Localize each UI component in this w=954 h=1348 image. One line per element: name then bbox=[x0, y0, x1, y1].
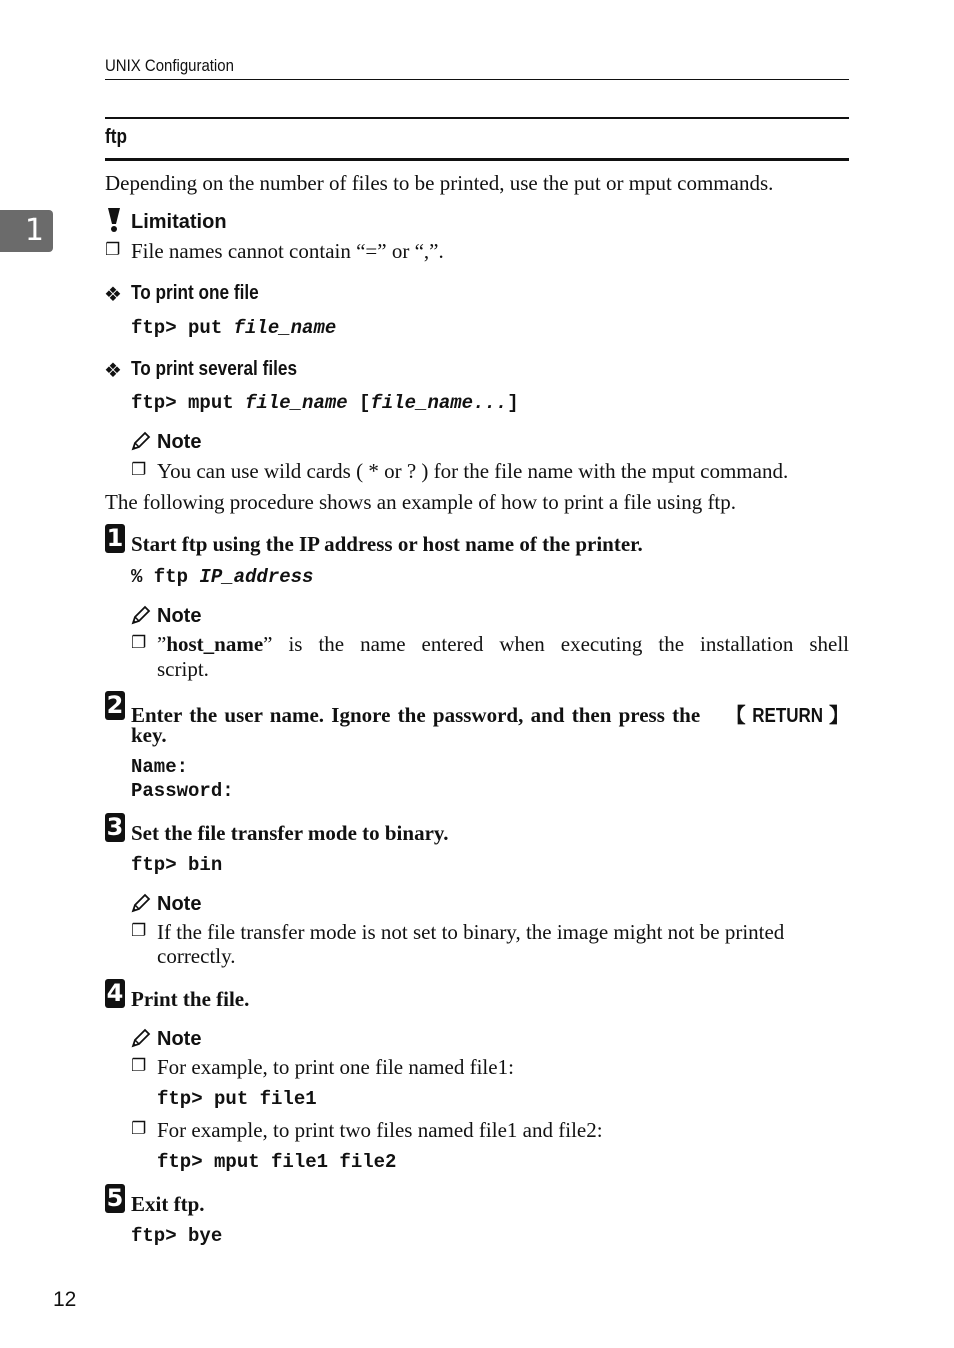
note-item: For example, to print one file named file1: bbox=[157, 1055, 514, 1079]
step-number: 2 bbox=[106, 691, 124, 719]
step-number: 5 bbox=[106, 1184, 124, 1212]
step-command: ftp> bin bbox=[131, 854, 223, 876]
print-one-heading: To print one file bbox=[131, 282, 259, 304]
checkbox-icon: ❐ bbox=[131, 921, 147, 941]
note-label: Note bbox=[157, 1028, 202, 1050]
note-item-line2: script. bbox=[157, 657, 209, 681]
key-label: RETURN bbox=[751, 705, 823, 727]
note-label: Note bbox=[157, 605, 202, 627]
command-text: ftp> put bbox=[131, 317, 234, 339]
chapter-tab bbox=[0, 210, 53, 252]
step-text: Print the file. bbox=[131, 987, 250, 1011]
note-text: ” is the name entered when executing the installation shell bbox=[263, 632, 849, 656]
intro-paragraph: Depending on the number of files to be printed, use the put or mput commands. bbox=[105, 171, 774, 195]
host-name: host_name bbox=[166, 632, 264, 656]
pencil-icon bbox=[130, 430, 152, 452]
step-command: ftp> bye bbox=[131, 1225, 223, 1247]
step-number: 3 bbox=[106, 813, 124, 841]
step-number: 1 bbox=[106, 524, 124, 552]
print-several-command bbox=[131, 391, 519, 415]
step-text: Set the file transfer mode to binary. bbox=[131, 821, 449, 845]
chapter-number: 1 bbox=[24, 213, 44, 248]
page-number: 12 bbox=[53, 1288, 77, 1311]
return-key bbox=[726, 699, 849, 728]
note-label: Note bbox=[157, 893, 202, 915]
pencil-icon bbox=[130, 1027, 152, 1049]
section-rule-top bbox=[105, 117, 849, 119]
checkbox-icon: ❐ bbox=[105, 240, 121, 260]
four-diamond-icon: ❖ bbox=[104, 282, 122, 306]
checkbox-icon: ❐ bbox=[131, 633, 147, 653]
command-arg: IP_address bbox=[199, 566, 314, 588]
print-one-command bbox=[131, 316, 336, 340]
step-command: Password: bbox=[131, 780, 234, 802]
command-text: % ftp bbox=[131, 566, 200, 588]
command-text: ] bbox=[507, 392, 519, 414]
checkbox-icon: ❐ bbox=[131, 460, 147, 480]
command-arg: file_name bbox=[245, 392, 348, 414]
bracket: 【 bbox=[725, 703, 746, 727]
running-header: UNIX Configuration bbox=[105, 56, 234, 75]
step-text: Enter the user name. Ignore the password, and then press the bbox=[131, 703, 701, 727]
section-rule-bottom bbox=[105, 158, 849, 161]
header-rule bbox=[105, 79, 849, 80]
step-number: 4 bbox=[106, 979, 124, 1007]
bracket: 】 bbox=[829, 703, 849, 727]
limitation-label: Limitation bbox=[131, 211, 227, 233]
note-item-line1: If the file transfer mode is not set to binary, the image might not be printed bbox=[157, 920, 785, 944]
step-text-line1 bbox=[131, 699, 849, 728]
note-item: For example, to print two files named file1 and file2: bbox=[157, 1118, 603, 1142]
step-text: Start ftp using the IP address or host name of the printer. bbox=[131, 532, 643, 556]
four-diamond-icon: ❖ bbox=[104, 358, 122, 382]
note-command: ftp> mput file1 file2 bbox=[157, 1151, 397, 1173]
note-label: Note bbox=[157, 431, 202, 453]
print-several-heading: To print several files bbox=[131, 358, 298, 380]
step-text: Exit ftp. bbox=[131, 1192, 205, 1216]
procedure-intro: The following procedure shows an example of how to print a file using ftp. bbox=[105, 490, 737, 514]
step-command: Name: bbox=[131, 756, 189, 778]
pencil-icon bbox=[130, 604, 152, 626]
note-item-line1 bbox=[157, 632, 849, 657]
note-item: You can use wild cards ( * or ? ) for the file name with the mput command. bbox=[157, 459, 789, 483]
checkbox-icon: ❐ bbox=[131, 1056, 147, 1076]
step-command bbox=[131, 565, 313, 589]
pencil-icon bbox=[130, 892, 152, 914]
step-text-line2: key. bbox=[131, 723, 167, 747]
section-title: ftp bbox=[105, 126, 127, 148]
command-text: ftp> mput bbox=[131, 392, 246, 414]
command-arg: file_name... bbox=[370, 392, 508, 414]
note-item-line2: correctly. bbox=[157, 944, 236, 968]
exclamation-icon bbox=[105, 207, 123, 233]
command-arg: file_name bbox=[233, 317, 337, 339]
quote: ” bbox=[157, 632, 167, 656]
note-command: ftp> put file1 bbox=[157, 1088, 317, 1110]
command-text: [ bbox=[347, 392, 371, 414]
checkbox-icon: ❐ bbox=[131, 1119, 147, 1139]
limitation-item: File names cannot contain “=” or “,”. bbox=[131, 239, 444, 263]
